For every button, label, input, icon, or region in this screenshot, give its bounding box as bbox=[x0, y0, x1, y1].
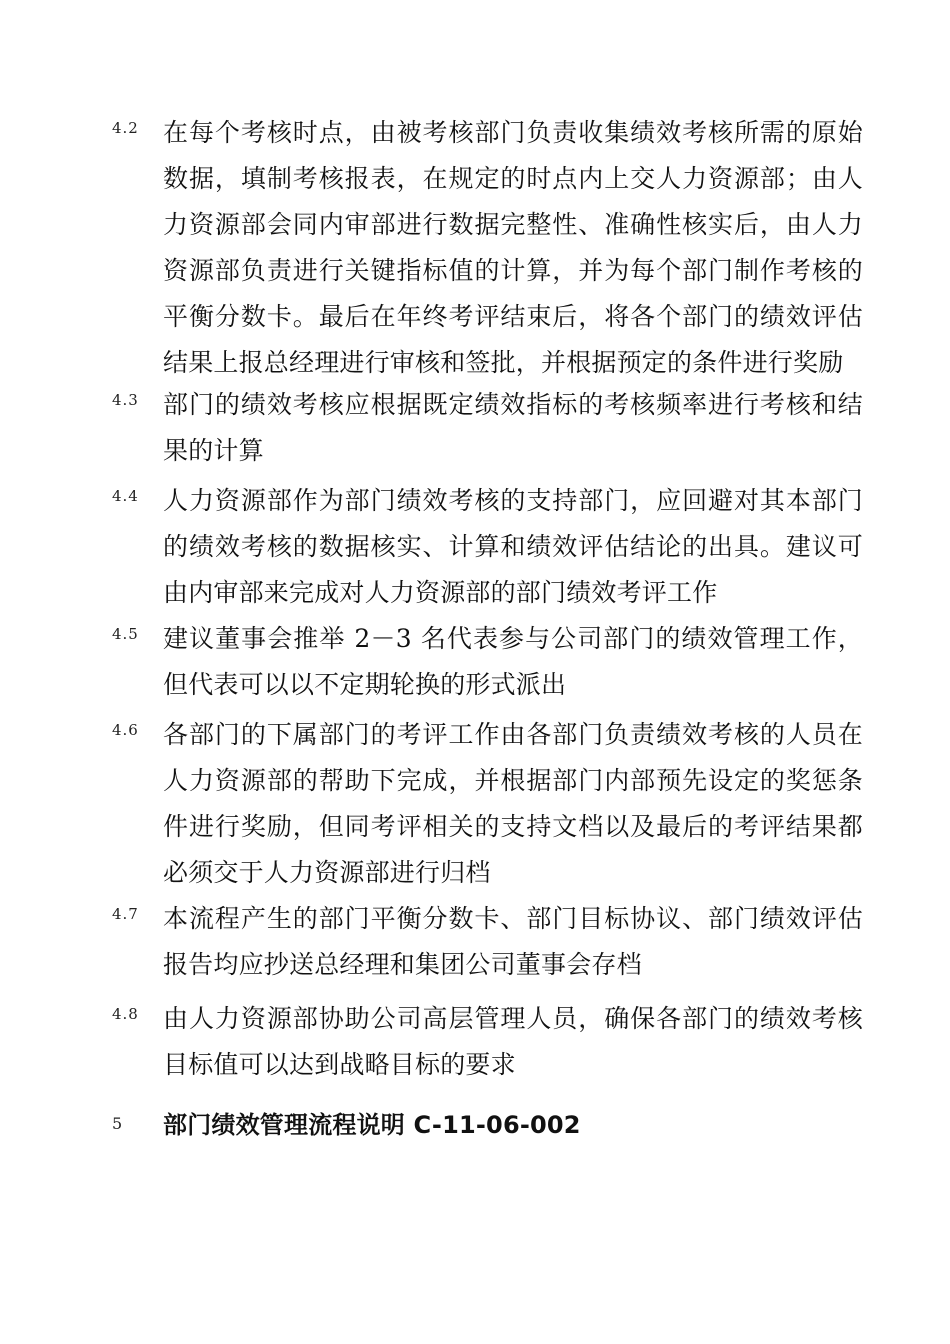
section-number: 5 bbox=[112, 1114, 124, 1133]
clause-text: 部门的绩效考核应根据既定绩效指标的考核频率进行考核和结果的计算 bbox=[163, 390, 863, 465]
clause-text: 由人力资源部协助公司高层管理人员，确保各部门的绩效考核目标值可以达到战略目标的要求 bbox=[163, 1004, 863, 1079]
clause-text: 人力资源部作为部门绩效考核的支持部门，应回避对其本部门的绩效考核的数据核实、计算和绩效评估结论的出具。建议可由内审部来完成对人力资源部的部门绩效考评工作 bbox=[163, 486, 863, 607]
clause-number: 4.8 bbox=[112, 1005, 139, 1023]
clause-number: 4.6 bbox=[112, 721, 139, 739]
clause-number: 4.3 bbox=[112, 391, 139, 409]
clause-number: 4.4 bbox=[112, 487, 139, 505]
clause-text: 在每个考核时点，由被考核部门负责收集绩效考核所需的原始数据，填制考核报表，在规定的时点内上交人力资源部；由人力资源部会同内审部进行数据完整性、准确性核实后，由人力资源部负责进行关键指标值的计算，并为每个部门制作考核的平衡分数卡。最后在年终考评结束后，将各个部门的绩效评估结果上报总经理进行审核和签批，并根据预定的条件进行奖励 bbox=[163, 118, 863, 377]
clause-text: 建议董事会推举 2－3 名代表参与公司部门的绩效管理工作，但代表可以以不定期轮换的形式派出 bbox=[163, 624, 863, 699]
clause-number: 4.2 bbox=[112, 119, 139, 137]
clause-text: 各部门的下属部门的考评工作由各部门负责绩效考核的人员在人力资源部的帮助下完成，并根据部门内部预先设定的奖惩条件进行奖励，但同考评相关的支持文档以及最后的考评结果都必须交于人力资源部进行归档 bbox=[163, 720, 863, 887]
section-title: 部门绩效管理流程说明 C-11-06-002 bbox=[163, 1111, 581, 1139]
clause-number: 4.7 bbox=[112, 905, 139, 923]
clause-text: 本流程产生的部门平衡分数卡、部门目标协议、部门绩效评估报告均应抄送总经理和集团公司董事会存档 bbox=[163, 904, 863, 979]
clause-number: 4.5 bbox=[112, 625, 139, 643]
